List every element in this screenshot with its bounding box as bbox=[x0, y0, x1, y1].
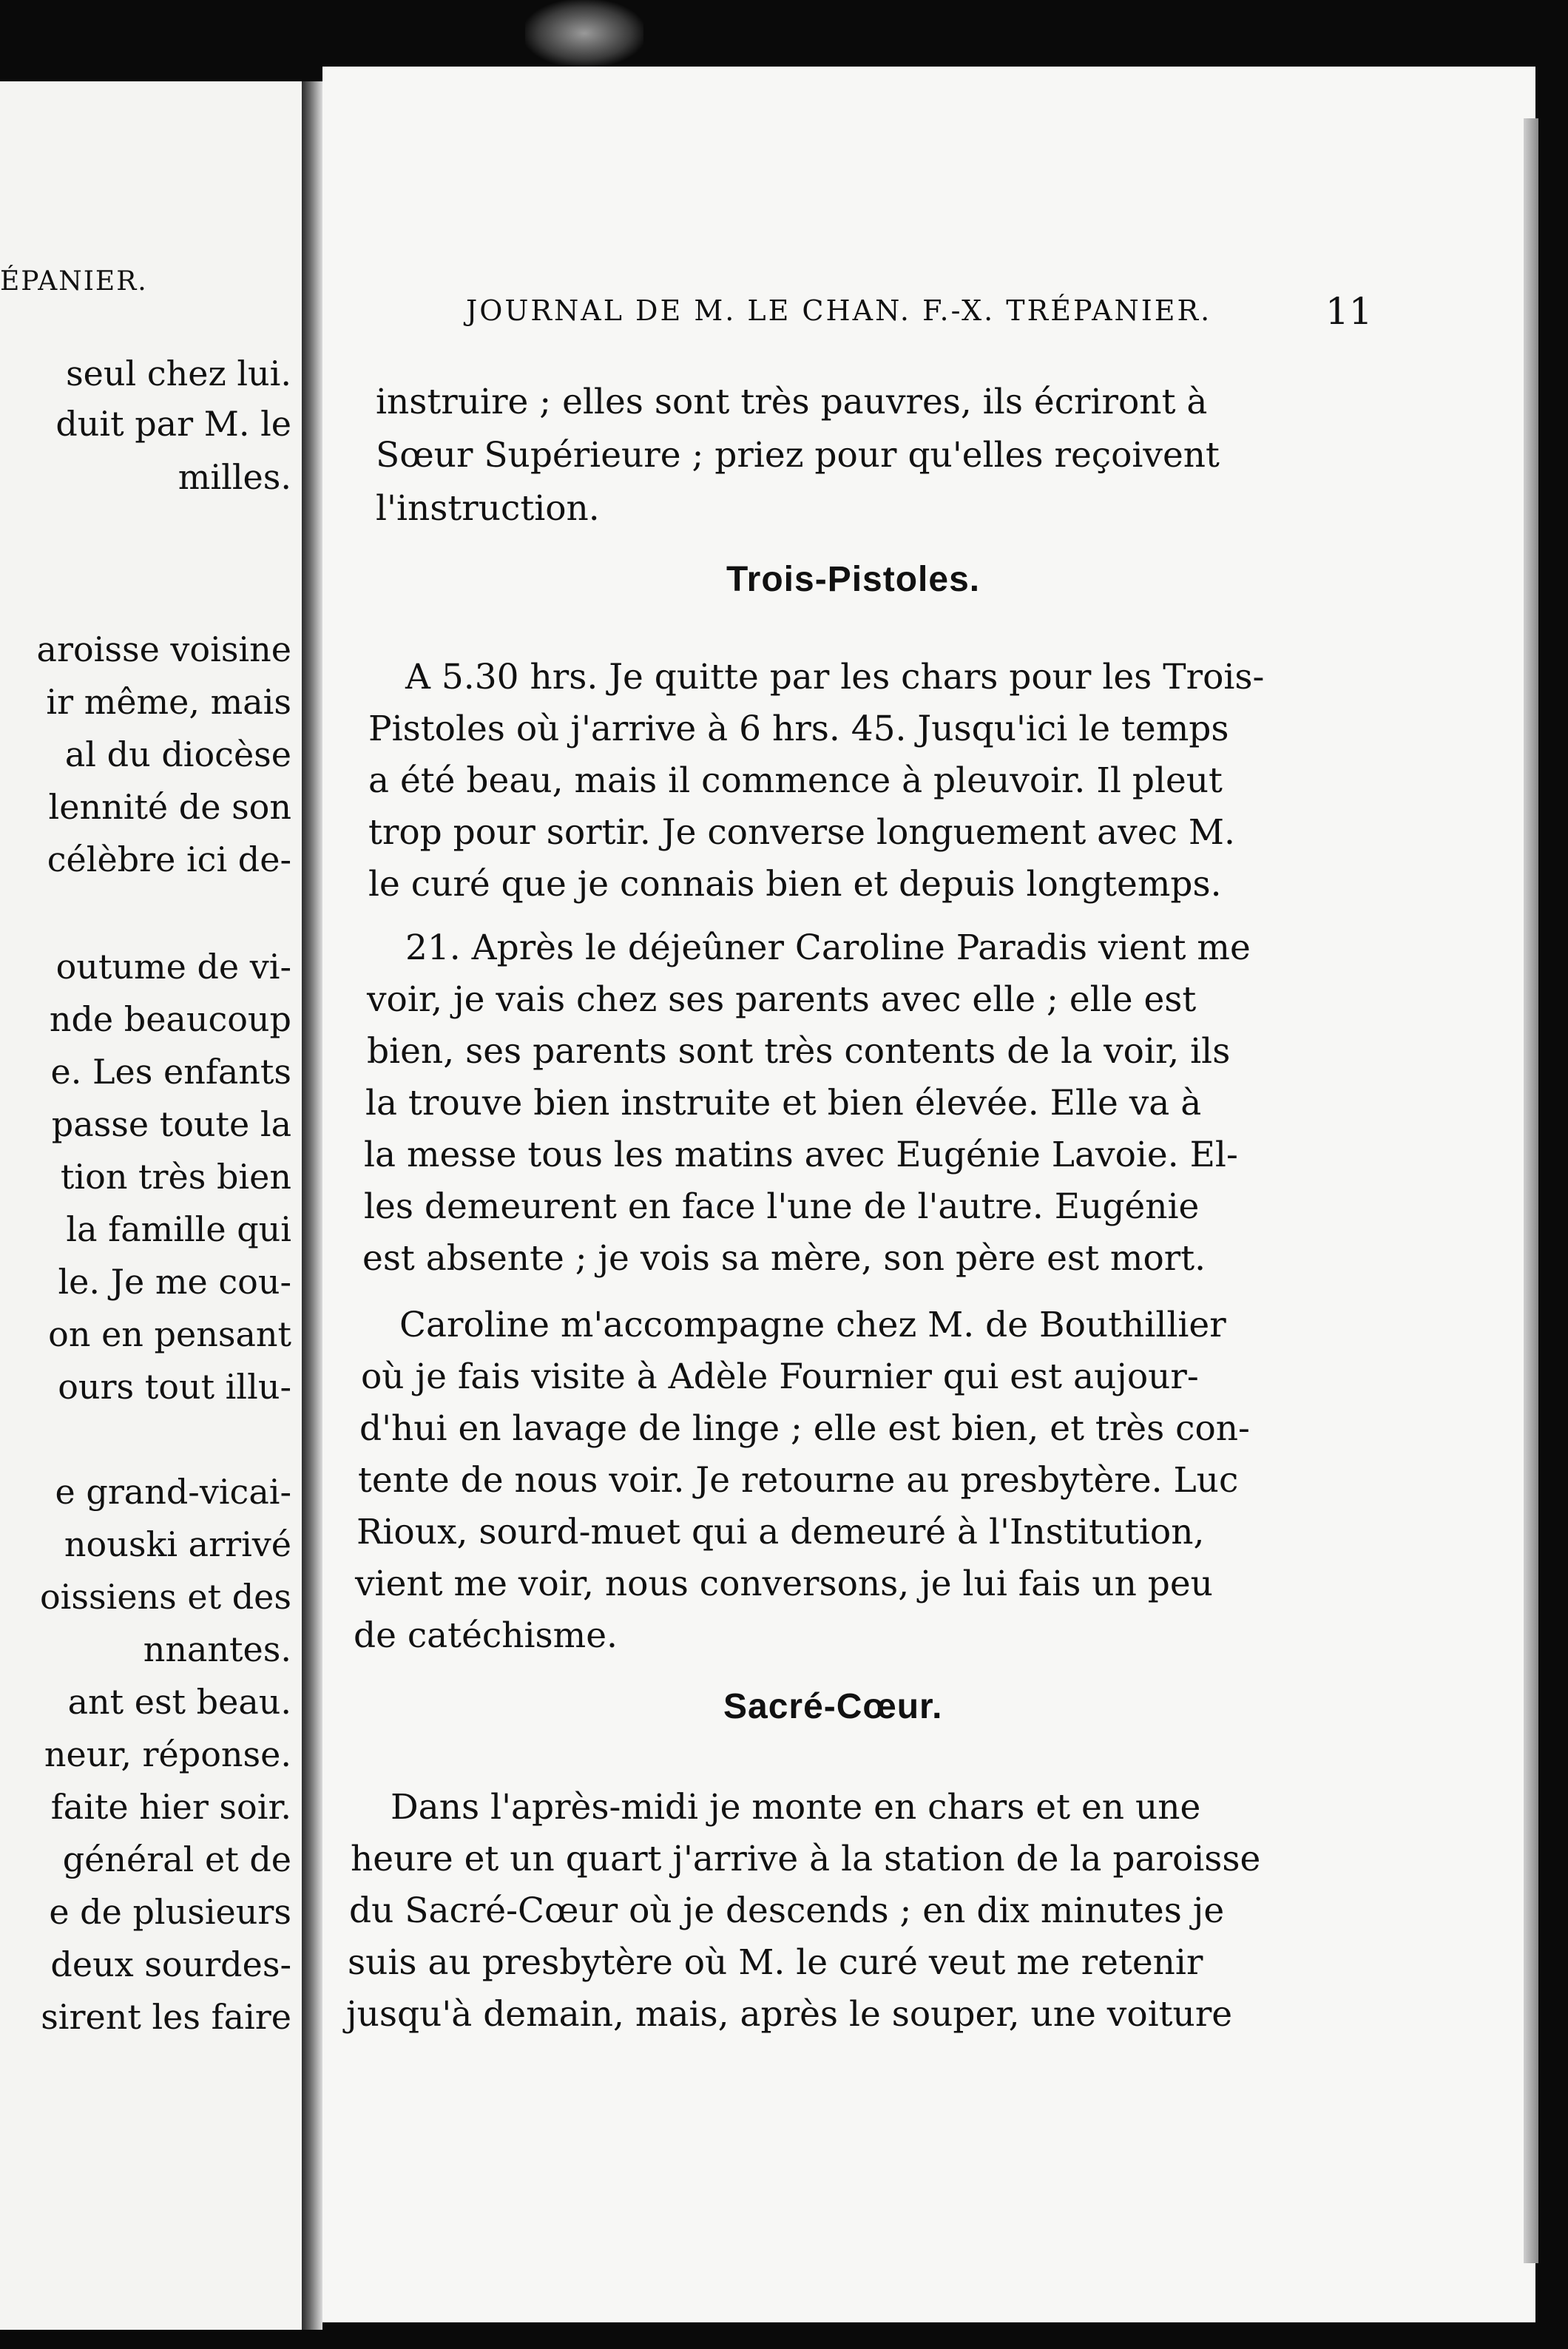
left-line: seul chez lui. bbox=[66, 354, 291, 393]
body-line: le curé que je connais bien et depuis longtemps. bbox=[368, 864, 1222, 905]
left-line: passe toute la bbox=[51, 1104, 291, 1144]
left-line: ours tout illu- bbox=[58, 1367, 291, 1407]
left-line: nde beaucoup bbox=[49, 999, 291, 1039]
body-line: de catéchisme. bbox=[354, 1615, 618, 1656]
left-line: outume de vi- bbox=[55, 947, 291, 987]
left-line: sirent les faire bbox=[41, 1997, 291, 2037]
left-line: nnantes. bbox=[143, 1629, 291, 1669]
left-line: faite hier soir. bbox=[50, 1787, 291, 1827]
section-heading: Sacré-Cœur. bbox=[723, 1687, 943, 1726]
body-line: Sœur Supérieure ; priez pour qu'elles reçoivent bbox=[376, 435, 1220, 476]
left-running-head: ÉPANIER. bbox=[0, 266, 148, 297]
left-line: milles. bbox=[178, 457, 291, 497]
left-line: tion très bien bbox=[60, 1157, 291, 1197]
left-line: général et de bbox=[62, 1839, 291, 1879]
left-line: la famille qui bbox=[66, 1209, 291, 1249]
body-line: les demeurent en face l'une de l'autre. Eugénie bbox=[364, 1186, 1200, 1227]
body-line: voir, je vais chez ses parents avec elle ; elle est bbox=[367, 979, 1197, 1020]
left-line: neur, réponse. bbox=[44, 1734, 291, 1774]
left-line: deux sourdes- bbox=[50, 1944, 291, 1984]
section-heading: Trois-Pistoles. bbox=[726, 560, 981, 599]
left-line: e. Les enfants bbox=[50, 1052, 291, 1092]
left-line: e de plusieurs bbox=[49, 1892, 291, 1932]
body-line: jusqu'à demain, mais, après le souper, une voiture bbox=[346, 1994, 1233, 2035]
left-line: lennité de son bbox=[48, 787, 291, 827]
body-line: 21. Après le déjeûner Caroline Paradis vient me bbox=[405, 927, 1251, 968]
left-line: e grand-vicai- bbox=[55, 1472, 291, 1512]
book-gutter bbox=[302, 81, 322, 2330]
body-line: Dans l'après-midi je monte en chars et en une bbox=[391, 1787, 1201, 1828]
left-line: célèbre ici de- bbox=[47, 839, 291, 879]
left-page bbox=[0, 81, 302, 2330]
body-line: Caroline m'accompagne chez M. de Bouthillier bbox=[399, 1305, 1226, 1345]
page-number: 11 bbox=[1325, 290, 1373, 333]
left-line: le. Je me cou- bbox=[58, 1262, 291, 1302]
body-line: du Sacré-Cœur où je descends ; en dix minutes je bbox=[349, 1890, 1225, 1931]
left-line: duit par M. le bbox=[55, 404, 291, 444]
left-line: ir même, mais bbox=[46, 682, 291, 722]
body-line: bien, ses parents sont très contents de la voir, ils bbox=[367, 1031, 1231, 1072]
body-line: où je fais visite à Adèle Fournier qui est aujour- bbox=[361, 1356, 1199, 1397]
body-line: Rioux, sourd-muet qui a demeuré à l'Institution, bbox=[356, 1512, 1205, 1552]
body-line: A 5.30 hrs. Je quitte par les chars pour les Trois- bbox=[405, 657, 1265, 697]
body-line: vient me voir, nous conversons, je lui fais un peu bbox=[355, 1564, 1213, 1604]
running-head: JOURNAL DE M. LE CHAN. F.-X. TRÉPANIER. bbox=[466, 294, 1212, 327]
body-line: heure et un quart j'arrive à la station de la paroisse bbox=[351, 1839, 1261, 1879]
left-line: on en pensant bbox=[48, 1314, 291, 1354]
left-line: al du diocèse bbox=[64, 734, 291, 774]
scan-smudge bbox=[525, 0, 643, 67]
body-line: d'hui en lavage de linge ; elle est bien, et très con- bbox=[359, 1408, 1250, 1449]
body-line: a été beau, mais il commence à pleuvoir. Il pleut bbox=[368, 760, 1223, 801]
body-line: tente de nous voir. Je retourne au presbytère. Luc bbox=[358, 1460, 1239, 1501]
body-line: suis au presbytère où M. le curé veut me retenir bbox=[348, 1942, 1203, 1983]
left-line: oissiens et des bbox=[39, 1577, 291, 1617]
body-line: est absente ; je vois sa mère, son père est mort. bbox=[362, 1238, 1206, 1279]
body-line: la trouve bien instruite et bien élevée. Elle va à bbox=[365, 1083, 1202, 1123]
body-line: instruire ; elles sont très pauvres, ils écriront à bbox=[376, 382, 1208, 422]
left-line: nouski arrivé bbox=[64, 1524, 291, 1564]
body-line: trop pour sortir. Je converse longuement avec M. bbox=[368, 812, 1235, 853]
left-line: aroisse voisine bbox=[36, 629, 291, 669]
page-edge bbox=[1524, 118, 1538, 2263]
left-line: ant est beau. bbox=[67, 1682, 291, 1722]
body-line: Pistoles où j'arrive à 6 hrs. 45. Jusqu'ici le temps bbox=[368, 709, 1229, 749]
body-line: la messe tous les matins avec Eugénie Lavoie. El- bbox=[364, 1135, 1238, 1175]
body-line: l'instruction. bbox=[376, 488, 600, 529]
